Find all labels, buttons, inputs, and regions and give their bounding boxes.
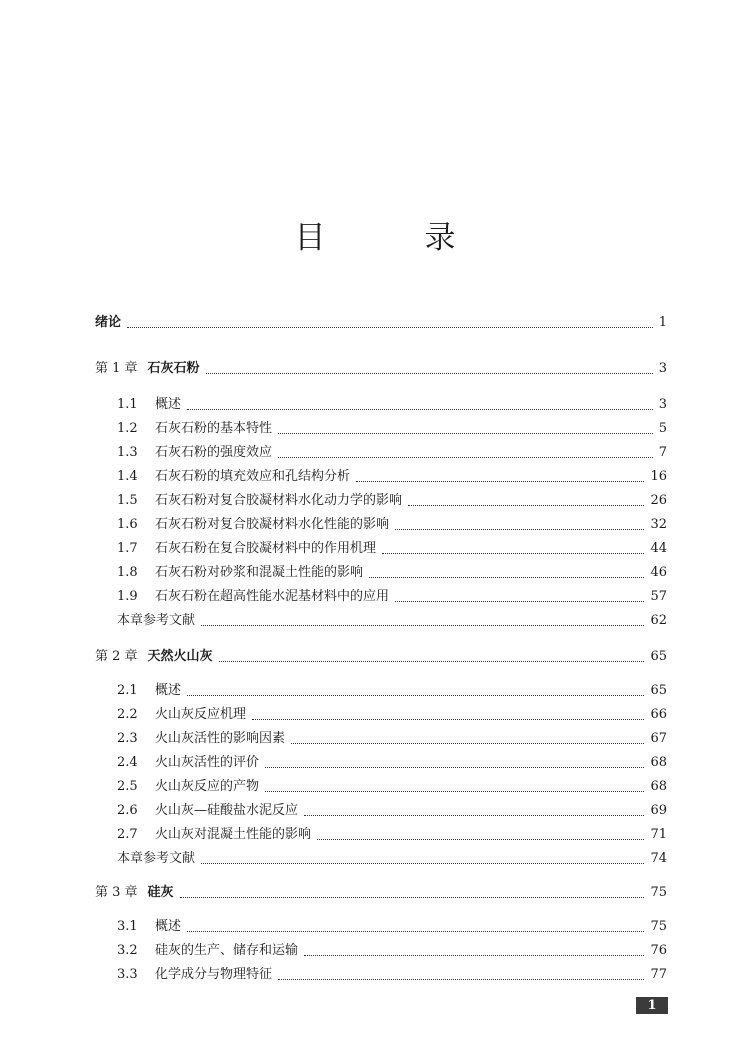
toc-entry[interactable] (117, 610, 667, 632)
toc-entry-number: 2.3 (117, 731, 138, 746)
toc-entry-page: 66 (650, 707, 667, 722)
toc-entry-page: 65 (650, 649, 667, 664)
toc-entry-page: 3 (658, 397, 667, 412)
toc-entry-number: 2.5 (117, 779, 138, 794)
toc-entry[interactable] (117, 394, 667, 416)
toc-entry-page: 68 (650, 755, 667, 770)
toc-entry-title: 天然火山灰 (147, 649, 213, 664)
toc-entry-page: 68 (650, 779, 667, 794)
toc-entry-number: 1.6 (117, 517, 138, 532)
dot-leader (304, 955, 644, 956)
page-number-badge: 1 (636, 997, 668, 1014)
dot-leader (127, 327, 653, 328)
toc-entry-title: 石灰石粉 (147, 361, 200, 376)
toc-entry-title: 石灰石粉对复合胶凝材料水化性能的影响 (155, 517, 390, 532)
dot-leader (369, 577, 644, 578)
toc-entry-page: 69 (650, 803, 667, 818)
toc-entry-title: 火山灰活性的评价 (155, 755, 260, 770)
toc-entry-page: 74 (650, 851, 667, 866)
toc-entry-title: 本章参考文献 (117, 613, 196, 628)
toc-entry-page: 76 (650, 943, 667, 958)
toc-entry[interactable] (117, 940, 667, 962)
toc-entry-number: 第 3 章 (95, 885, 138, 900)
toc-entry-title: 硅灰的生产、储存和运输 (155, 943, 299, 958)
dot-leader (187, 695, 644, 696)
toc-entry-title: 火山灰对混凝土性能的影响 (155, 827, 312, 842)
dot-leader (278, 457, 653, 458)
toc-entry-page: 67 (650, 731, 667, 746)
toc-entry[interactable] (117, 562, 667, 584)
toc-entry-title: 绪论 (95, 315, 122, 330)
toc-entry-title: 概述 (155, 397, 182, 412)
toc-entry[interactable] (117, 848, 667, 870)
toc-entry-page: 75 (650, 919, 667, 934)
toc-entry-number: 2.2 (117, 707, 138, 722)
toc-entry-number: 2.7 (117, 827, 138, 842)
toc-entry[interactable] (95, 646, 667, 668)
page-title: 目 录 (294, 220, 490, 256)
dot-leader (304, 815, 644, 816)
toc-entry-page: 65 (650, 683, 667, 698)
toc-entry-number: 3.3 (117, 967, 138, 982)
toc-entry[interactable] (117, 680, 667, 702)
dot-leader (187, 409, 653, 410)
toc-entry-page: 5 (658, 421, 667, 436)
dot-leader (265, 767, 644, 768)
toc-entry-page: 62 (650, 613, 667, 628)
toc-entry-number: 3.1 (117, 919, 138, 934)
dot-leader (291, 743, 644, 744)
dot-leader (395, 601, 644, 602)
toc-entry-title: 石灰石粉的填充效应和孔结构分析 (155, 469, 351, 484)
toc-entry-title: 硅灰 (147, 885, 174, 900)
toc-entry[interactable] (117, 752, 667, 774)
toc-entry-title: 石灰石粉在复合胶凝材料中的作用机理 (155, 541, 377, 556)
toc-entry-page: 57 (650, 589, 667, 604)
dot-leader (252, 719, 644, 720)
toc-entry-number: 2.1 (117, 683, 138, 698)
dot-leader (408, 505, 644, 506)
toc-entry[interactable] (95, 358, 667, 380)
toc-entry[interactable] (117, 964, 667, 986)
toc-entry[interactable] (117, 538, 667, 560)
toc-entry-number: 1.9 (117, 589, 138, 604)
toc-entry[interactable] (117, 728, 667, 750)
dot-leader (395, 529, 644, 530)
toc-entry-number: 2.6 (117, 803, 138, 818)
dot-leader (317, 839, 644, 840)
toc-entry-title: 石灰石粉的强度效应 (155, 445, 273, 460)
dot-leader (356, 481, 644, 482)
toc-entry-number: 1.1 (117, 397, 138, 412)
toc-entry-page: 16 (650, 469, 667, 484)
toc-entry-title: 石灰石粉在超高性能水泥基材料中的应用 (155, 589, 390, 604)
toc-entry-page: 77 (650, 967, 667, 982)
toc-entry-title: 火山灰反应的产物 (155, 779, 260, 794)
toc-entry[interactable] (117, 704, 667, 726)
toc-entry[interactable] (117, 776, 667, 798)
toc-entry-title: 火山灰—硅酸盐水泥反应 (155, 803, 299, 818)
toc-entry-number: 3.2 (117, 943, 138, 958)
toc-entry[interactable] (117, 466, 667, 488)
toc-entry[interactable] (95, 882, 667, 904)
toc-entry-number: 1.8 (117, 565, 138, 580)
dot-leader (201, 863, 644, 864)
toc-entry-page: 1 (658, 315, 667, 330)
dot-leader (382, 553, 644, 554)
toc-entry-page: 44 (650, 541, 667, 556)
dot-leader (278, 979, 644, 980)
toc-entry-number: 2.4 (117, 755, 138, 770)
toc-entry-number: 第 1 章 (95, 361, 138, 376)
toc-entry[interactable] (117, 800, 667, 822)
toc-entry[interactable] (117, 514, 667, 536)
dot-leader (219, 661, 645, 662)
toc-entry[interactable] (117, 586, 667, 608)
toc-entry[interactable] (117, 418, 667, 440)
toc-entry-title: 火山灰反应机理 (155, 707, 247, 722)
toc-entry-page: 26 (650, 493, 667, 508)
toc-entry-title: 概述 (155, 683, 182, 698)
toc-entry-title: 火山灰活性的影响因素 (155, 731, 286, 746)
toc-entry[interactable] (117, 490, 667, 512)
toc-entry-title: 本章参考文献 (117, 851, 196, 866)
toc-entry-number: 1.2 (117, 421, 138, 436)
toc-entry-page: 3 (658, 361, 667, 376)
toc-entry[interactable] (95, 312, 667, 334)
dot-leader (180, 897, 645, 898)
dot-leader (201, 625, 644, 626)
toc-entry-number: 1.4 (117, 469, 138, 484)
toc-entry[interactable] (117, 442, 667, 464)
toc-entry[interactable] (117, 916, 667, 938)
toc-entry-number: 1.7 (117, 541, 138, 556)
toc-entry-page: 7 (658, 445, 667, 460)
toc-entry-page: 71 (650, 827, 667, 842)
toc-entry-title: 化学成分与物理特征 (155, 967, 273, 982)
toc-entry-title: 石灰石粉的基本特性 (155, 421, 273, 436)
toc-entry-page: 32 (650, 517, 667, 532)
toc-entry-number: 1.3 (117, 445, 138, 460)
toc-entry-number: 1.5 (117, 493, 138, 508)
dot-leader (187, 931, 644, 932)
dot-leader (265, 791, 644, 792)
toc-entry-page: 46 (650, 565, 667, 580)
toc-entry-title: 石灰石粉对砂浆和混凝土性能的影响 (155, 565, 364, 580)
toc-entry-number: 第 2 章 (95, 649, 138, 664)
toc-entry[interactable] (117, 824, 667, 846)
dot-leader (206, 373, 653, 374)
toc-entry-title: 石灰石粉对复合胶凝材料水化动力学的影响 (155, 493, 403, 508)
toc-entry-title: 概述 (155, 919, 182, 934)
dot-leader (278, 433, 653, 434)
toc-entry-page: 75 (650, 885, 667, 900)
